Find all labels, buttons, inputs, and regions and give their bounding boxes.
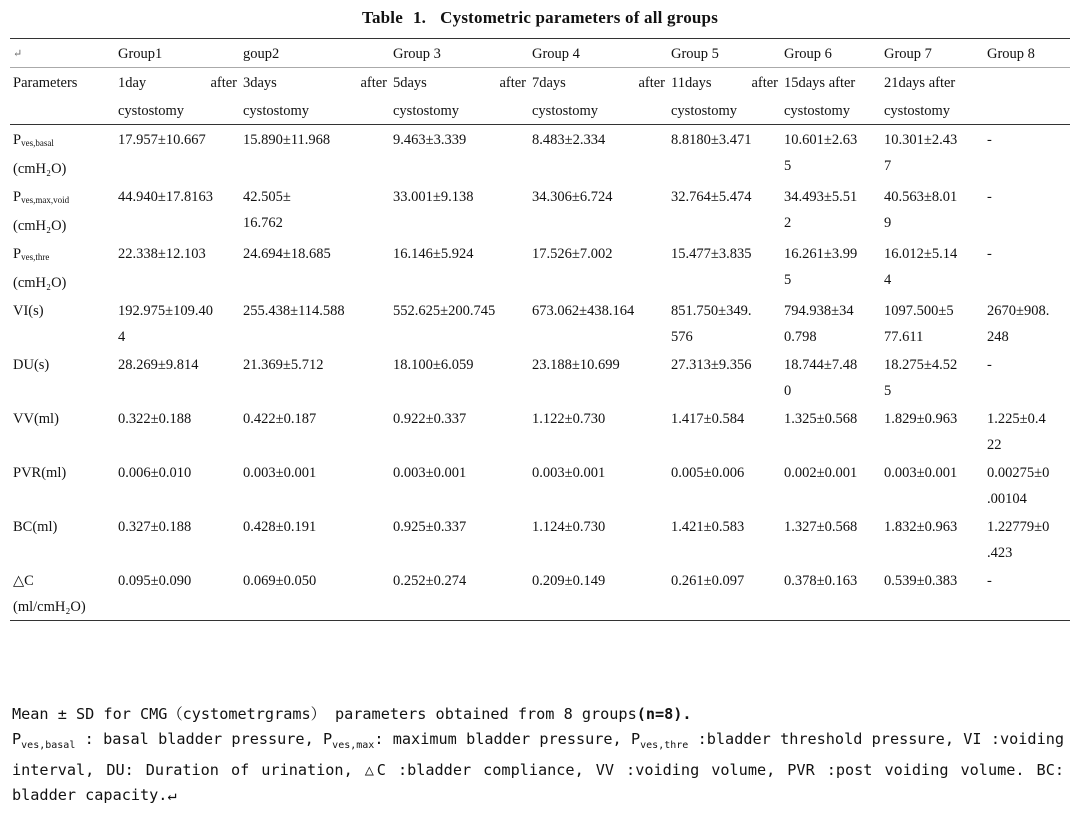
value-line: - [987,132,992,148]
value-line: .423 [987,545,1013,561]
header-group-name: Group 5 [668,39,781,68]
days-line [532,70,665,96]
value-line: 2670±908. [987,303,1050,319]
value-cell [781,182,881,239]
value-line: 0.322±0.188 [118,411,192,427]
value-line: 15.890±11.968 [243,132,331,148]
header-group-name: Group 4 [529,39,668,68]
after-text: after [751,75,778,91]
value-cell [529,566,668,621]
parameter-name [13,352,112,378]
value-cell [240,125,390,183]
header-group-name: Group 8 [984,39,1070,68]
table-row [10,512,1070,566]
value-cell [240,296,390,350]
value-line: 40.563±8.01 [884,189,958,205]
header-cystostomy: cystostomy [781,96,881,125]
value-line: 0.428±0.191 [243,519,317,535]
footnote-sub-thre: ves,thre [640,740,689,752]
value-line: 0.209±0.149 [532,573,606,589]
value-line: 192.975±109.40 [118,303,213,319]
footnote-thre-desc: :bladder threshold pressure, VI :voiding interval, DU: Duration of urination, △C :bladder compliance, VV :voiding volume, PVR :post voiding volume. BC: bladder capacity.↵ [12,730,1065,805]
header-row-days [10,68,1070,97]
value-line: 0.003±0.001 [243,465,317,481]
value-cell [781,125,881,183]
after-text: after [499,75,526,91]
parameter-symbol: VV(ml) [13,411,59,427]
value-cell [390,404,529,458]
value-line: 21.369±5.712 [243,357,324,373]
parameter-cell [10,125,115,183]
parameter-unit: (ml/cmH₂O) [13,599,86,615]
value-cell [240,458,390,512]
value-cell [390,458,529,512]
value-line: 0.006±0.010 [118,465,192,481]
value-line: 10.601±2.63 [784,132,858,148]
header-corner: ↵ [10,39,115,68]
value-cell [668,125,781,183]
days-line [784,70,878,96]
value-cell [781,350,881,404]
parameter-cell [10,566,115,621]
value-cell [881,566,984,621]
parameter-cell [10,404,115,458]
value-cell [390,512,529,566]
value-line: 27.313±9.356 [671,357,752,373]
value-cell [390,566,529,621]
value-line: 1.417±0.584 [671,411,745,427]
value-cell [115,404,240,458]
value-cell [781,239,881,296]
header-cystostomy: cystostomy [529,96,668,125]
value-line: - [987,573,992,589]
parameter-unit: (cmH₂O) [13,275,67,291]
days-text: 1day [118,75,147,91]
value-cell [240,350,390,404]
value-line: 0.378±0.163 [784,573,858,589]
value-line: .00104 [987,491,1027,507]
after-text: after [638,75,665,91]
parameter-subscript: ves,max,void [21,195,70,205]
value-cell [881,125,984,183]
value-cell [781,296,881,350]
header-row-groups [10,39,1070,68]
header-group-days [240,68,390,97]
parameter-symbol: △C [13,573,34,589]
value-cell [881,458,984,512]
value-cell [529,512,668,566]
caption-title: Cystometric parameters of all groups [440,8,719,27]
value-cell [529,458,668,512]
value-cell [881,512,984,566]
value-line: 15.477±3.835 [671,246,752,262]
header-group-name: goup2 [240,39,390,68]
value-cell [390,182,529,239]
parameter-cell [10,239,115,296]
header-cystostomy [984,96,1070,125]
parameter-symbol: BC(ml) [13,519,58,535]
parameter-symbol: P [13,132,22,148]
parameter-cell [10,182,115,239]
value-cell [529,350,668,404]
value-cell [529,125,668,183]
parameter-name [13,568,112,594]
header-parameters-label: Parameters [13,75,78,91]
table-row [10,296,1070,350]
value-cell [668,182,781,239]
days-line [243,70,387,96]
value-line: - [987,189,992,205]
value-line: 4 [118,329,126,345]
value-line: 0.252±0.274 [393,573,467,589]
value-cell [984,566,1070,621]
value-cell [240,239,390,296]
value-cell [115,296,240,350]
value-line: 22.338±12.103 [118,246,206,262]
table-row [10,404,1070,458]
header-group-days [668,68,781,97]
parameter-name [13,298,112,324]
days-line [671,70,778,96]
days-text: 21days after [884,75,956,91]
header-cystostomy: cystostomy [390,96,529,125]
value-cell [529,404,668,458]
parameter-symbol: DU(s) [13,357,50,373]
value-line: 0.095±0.090 [118,573,192,589]
value-line: 8.8180±3.471 [671,132,752,148]
value-cell [240,512,390,566]
footnote-summary: Mean ± SD for CMG（cystometrgrams） parameters obtained from 8 groups [12,705,637,723]
value-cell [881,296,984,350]
value-line: 0.539±0.383 [884,573,958,589]
days-text: 11days [671,75,712,91]
value-line: 0.327±0.188 [118,519,192,535]
footnote-sub-max: ves,max [332,740,375,752]
value-line: 22 [987,437,1002,453]
value-line: 1.225±0.4 [987,411,1046,427]
value-cell [781,458,881,512]
table-row [10,350,1070,404]
header-cystostomy: cystostomy [115,96,240,125]
table-row [10,458,1070,512]
header-group-name: Group 7 [881,39,984,68]
value-cell [390,125,529,183]
days-text: 7days [532,75,566,91]
header-group-days [781,68,881,97]
value-cell [984,296,1070,350]
value-cell [240,404,390,458]
header-cystostomy: cystostomy [240,96,390,125]
value-line: 17.526±7.002 [532,246,613,262]
parameter-name [13,514,112,540]
value-line: 0 [784,383,792,399]
header-group-name: Group 6 [781,39,881,68]
value-line: 2 [784,215,792,231]
parameter-symbol: P [13,246,22,262]
value-cell [984,239,1070,296]
value-line: 851.750±349. [671,303,752,319]
days-text: 5days [393,75,427,91]
parameter-symbol: P [13,189,22,205]
parameter-subscript: ves,thre [21,252,50,262]
parameter-symbol: VI(s) [13,303,44,319]
footnote-max-desc: : maximum bladder pressure, P [374,730,641,748]
value-line: 1.325±0.568 [784,411,858,427]
value-line: 33.001±9.138 [393,189,474,205]
days-line [884,70,981,96]
value-line: 1.122±0.730 [532,411,606,427]
value-line: 1.832±0.963 [884,519,958,535]
parameter-name [13,460,112,486]
value-cell [115,458,240,512]
parameter-cell [10,296,115,350]
parameter-unit: (cmH₂O) [13,161,67,177]
value-line: 0.003±0.001 [884,465,958,481]
table-row [10,566,1070,621]
value-cell [390,296,529,350]
value-line: 0.005±0.006 [671,465,745,481]
value-line: 4 [884,272,892,288]
value-line: 16.012±5.14 [884,246,958,262]
value-cell [781,566,881,621]
table-row [10,125,1070,183]
value-line: 16.261±3.99 [784,246,858,262]
parameter-name [13,241,112,270]
value-line: 16.762 [243,215,283,231]
parameter-cell [10,350,115,404]
value-line: 9 [884,215,892,231]
value-line: 1.421±0.583 [671,519,745,535]
header-group-days [390,68,529,97]
value-cell [984,350,1070,404]
cystometric-table [10,38,1070,621]
header-group-days [115,68,240,97]
parameter-name [13,184,112,213]
value-line: 0.00275±0 [987,465,1050,481]
value-line: 5 [784,158,792,174]
value-cell [668,512,781,566]
days-text: 15days after [784,75,856,91]
header-cystostomy: cystostomy [668,96,781,125]
value-line: 0.925±0.337 [393,519,467,535]
value-cell [390,239,529,296]
value-line: 16.146±5.924 [393,246,474,262]
value-line: 1.124±0.730 [532,519,606,535]
value-line: 0.922±0.337 [393,411,467,427]
value-line: 28.269±9.814 [118,357,199,373]
value-cell [881,182,984,239]
value-line: 17.957±10.667 [118,132,206,148]
value-line: 77.611 [884,329,924,345]
value-cell [115,239,240,296]
header-group-days [984,68,1070,97]
parameter-cell [10,512,115,566]
footnote-basal-desc: : basal bladder pressure, P [75,730,333,748]
value-line: 1097.500±5 [884,303,954,319]
value-cell [881,350,984,404]
value-line: 794.938±34 [784,303,854,319]
value-cell [881,239,984,296]
value-cell [984,125,1070,183]
value-cell [668,404,781,458]
value-cell [781,404,881,458]
value-cell [984,182,1070,239]
value-cell [115,182,240,239]
value-cell [668,566,781,621]
value-line: 248 [987,329,1009,345]
header-row-cystostomy [10,96,1070,125]
header-group-name: Group 3 [390,39,529,68]
footnote-n: (n=8). [636,705,692,723]
value-line: 18.100±6.059 [393,357,474,373]
value-line: 0.003±0.001 [393,465,467,481]
value-line: 7 [884,158,892,174]
value-line: 0.002±0.001 [784,465,858,481]
value-line: 5 [884,383,892,399]
value-cell [115,566,240,621]
value-cell [115,125,240,183]
value-cell [240,566,390,621]
parameter-subscript: ves,basal [21,138,54,148]
value-line: 5 [784,272,792,288]
parameter-name [13,406,112,432]
value-line: 0.069±0.050 [243,573,317,589]
value-cell [390,350,529,404]
value-line: 576 [671,329,693,345]
value-cell [240,182,390,239]
value-line: 1.829±0.963 [884,411,958,427]
header-empty [10,96,115,125]
after-text: after [210,75,237,91]
value-line: 34.493±5.51 [784,189,858,205]
days-line [118,70,237,96]
value-cell [984,458,1070,512]
table-row [10,182,1070,239]
value-cell [115,512,240,566]
days-line [393,70,526,96]
value-line: 255.438±114.588 [243,303,345,319]
value-cell [984,404,1070,458]
value-cell [529,182,668,239]
value-cell [668,458,781,512]
parameter-unit: (cmH₂O) [13,218,67,234]
value-line: 0.798 [784,329,817,345]
value-cell [668,350,781,404]
parameter-symbol: PVR(ml) [13,465,67,481]
value-line: 23.188±10.699 [532,357,620,373]
value-line: 34.306±6.724 [532,189,613,205]
value-line: 1.22779±0 [987,519,1050,535]
value-line: 18.275±4.52 [884,357,958,373]
header-group-name: Group1 [115,39,240,68]
value-line: 0.003±0.001 [532,465,606,481]
value-cell [881,404,984,458]
parameter-cell [10,458,115,512]
value-line: 1.327±0.568 [784,519,858,535]
header-cystostomy: cystostomy [881,96,984,125]
value-cell [529,239,668,296]
table-caption [0,8,1080,28]
header-group-days [529,68,668,97]
value-line: 18.744±7.48 [784,357,858,373]
table-row [10,239,1070,296]
value-line: 10.301±2.43 [884,132,958,148]
value-line: 24.694±18.685 [243,246,331,262]
days-text: 3days [243,75,277,91]
value-cell [984,512,1070,566]
caption-number: 1. [412,8,427,27]
footnote-sub-basal: ves,basal [21,740,76,752]
value-line: 44.940±17.8163 [118,189,213,205]
value-line: 0.261±0.097 [671,573,745,589]
value-cell [781,512,881,566]
value-line: 673.062±438.164 [532,303,635,319]
value-line: 32.764±5.474 [671,189,752,205]
value-line: 9.463±3.339 [393,132,467,148]
value-cell [529,296,668,350]
value-line: 8.483±2.334 [532,132,606,148]
value-line: 42.505± [243,189,291,205]
value-line: - [987,246,992,262]
parameter-name [13,127,112,156]
caption-label: Table [361,8,403,27]
value-line: 0.422±0.187 [243,411,317,427]
header-group-days [881,68,984,97]
value-line: 552.625±200.745 [393,303,496,319]
value-cell [668,239,781,296]
after-text: after [360,75,387,91]
table-container [10,38,1070,621]
table-footnote: Mean ± SD for CMG（cystometrgrams） parameters obtained from 8 groups(n=8). $P_{ves,basal}$ : basal bladder pressure, $P_{ves,max}$: maximum bladder pressure, $P_{ves,thre}$ :bladder threshold pressure, VI :voiding interval, DU: Duration of urination, △C :bladder compliance, VV :voiding volume, PVR :post voiding volume. BC: bladder capacity.↵ [12,705,1065,805]
value-cell [115,350,240,404]
value-cell [668,296,781,350]
value-line: - [987,357,992,373]
